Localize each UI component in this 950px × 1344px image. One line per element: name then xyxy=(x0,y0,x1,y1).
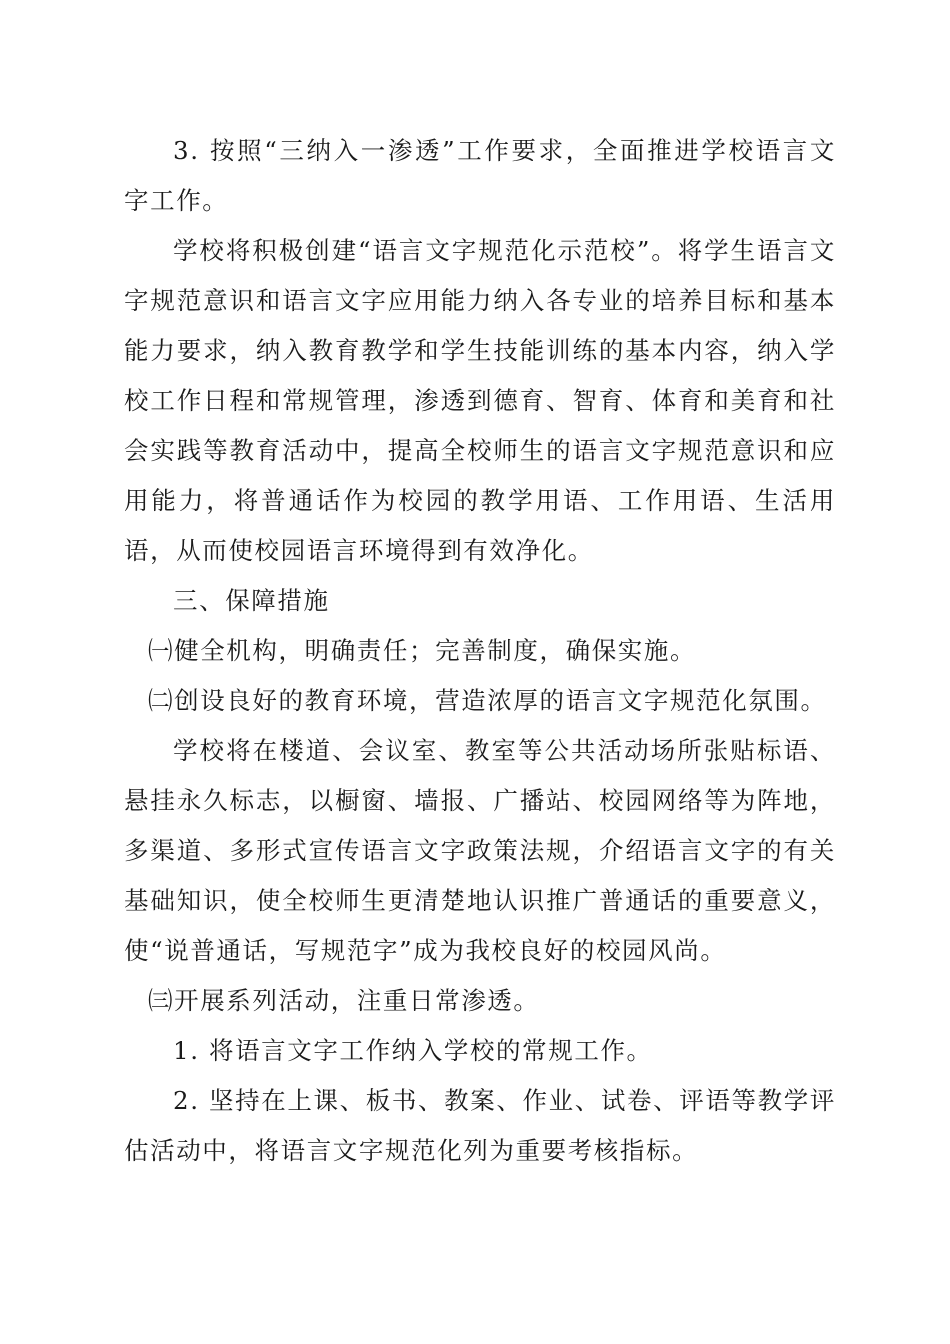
subheading-1: ㈠健全机构，明确责任；完善制度，确保实施。 xyxy=(148,636,697,665)
paragraph-item-3: 3. 按照“三纳入一渗透”工作要求，全面推进学校语言文字工作。 xyxy=(124,136,836,215)
subheading-3: ㈢开展系列活动，注重日常渗透。 xyxy=(148,986,540,1015)
list-item-1: 1. 将语言文字工作纳入学校的常规工作。 xyxy=(173,1036,653,1065)
document-body xyxy=(124,126,836,1176)
section-heading-safeguards: 三、保障措施 xyxy=(173,586,330,615)
paragraph-publicity: 学校将在楼道、会议室、教室等公共活动场所张贴标语、悬挂永久标志，以橱窗、墙报、广播站、校园网络等为阵地，多渠道、多形式宣传语言文字政策法规，介绍语言文字的有关基础知识，使全校师生更清楚地认识推广普通话的重要意义，使“说普通话，写规范字”成为我校良好的校园风尚。 xyxy=(124,736,836,965)
list-item-2: 2. 坚持在上课、板书、教案、作业、试卷、评语等教学评估活动中，将语言文字规范化列为重要考核指标。 xyxy=(124,1086,836,1165)
paragraph-school-creation: 学校将积极创建“语言文字规范化示范校”。将学生语言文字规范意识和语言文字应用能力纳入各专业的培养目标和基本能力要求，纳入教育教学和学生技能训练的基本内容，纳入学校工作日程和常规管理，渗透到德育、智育、体育和美育和社会实践等教育活动中，提高全校师生的语言文字规范意识和应用能力，将普通话作为校园的教学用语、工作用语、生活用语，从而使校园语言环境得到有效净化。 xyxy=(124,236,836,565)
subheading-2: ㈡创设良好的教育环境，营造浓厚的语言文字规范化氛围。 xyxy=(148,686,827,715)
